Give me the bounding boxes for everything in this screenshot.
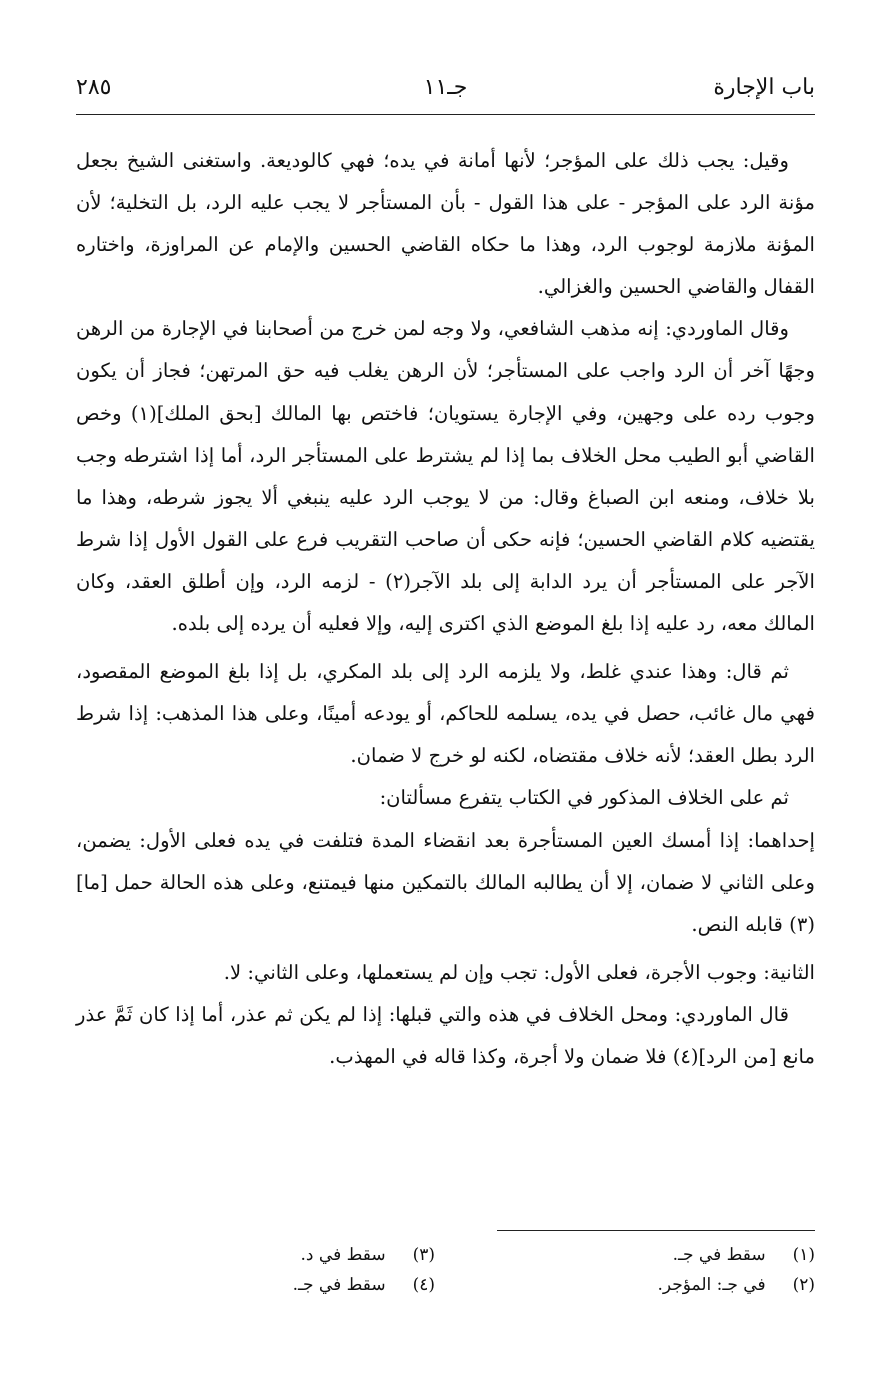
header-divider: [76, 114, 815, 115]
footnote-text: في جـ: المؤجر.: [657, 1275, 766, 1295]
footnote-mark: (٣): [412, 1245, 435, 1265]
paragraph: ثم على الخلاف المذكور في الكتاب يتفرع مسألتان:: [379, 786, 789, 810]
footnote-mark: (٢): [792, 1275, 815, 1295]
paragraph: الثانية: وجوب الأجرة، فعلى الأول: تجب وإن لم يستعملها، وعلى الثاني: لا.: [223, 960, 815, 984]
footnote-mark: (١): [792, 1245, 815, 1265]
footnote-text: سقط في د.: [300, 1245, 386, 1265]
page-number: ٢٨٥: [76, 75, 112, 100]
paragraph: وقيل: يجب ذلك على المؤجر؛ لأنها أمانة في يده؛ فهي كالوديعة. واستغنى الشيخ بجعل مؤنة الرد على المؤجر - على هذا القول - بأن المستأجر لا يجب عليه الرد، بل التخلية؛ لأن المؤنة ملازمة لوجوب الرد، وهذا ما حكاه القاضي الحسين والإمام عن المراوزة، واختاره القفال والقاضي الحسين والغزالي.: [76, 149, 815, 299]
running-title: باب الإجارة: [713, 75, 815, 100]
footnote-divider: [497, 1230, 815, 1231]
main-text: [76, 140, 815, 1078]
footnote-item: [95, 1240, 435, 1270]
footnote-item: [475, 1240, 815, 1270]
footnote-text: سقط في جـ.: [672, 1245, 766, 1265]
footnote-column-left: [95, 1240, 435, 1300]
paragraph: ثم قال: وهذا عندي غلط، ولا يلزمه الرد إلى بلد المكري، بل إذا بلغ الموضع المقصود، فهي مال غائب، حصل في يده، يسلمه للحاكم، أو يودعه أمينًا، وعلى هذا المذهب: إذا شرط الرد بطل العقد؛ لأنه خلاف مقتضاه، لكنه لو خرج لا ضمان.: [76, 660, 815, 768]
paragraph: قال الماوردي: ومحل الخلاف في هذه والتي قبلها: إذا لم يكن ثم عذر، أما إذا كان ثَمَّ عذر مانع [من الرد](٤) فلا ضمان ولا أجرة، وكذا قاله في المهذب.: [76, 1002, 815, 1068]
volume-number: جـ١١: [423, 75, 468, 100]
page-header: [76, 72, 815, 112]
paragraph: وقال الماوردي: إنه مذهب الشافعي، ولا وجه لمن خرج من أصحابنا في الإجارة من الرهن وجهًا آخر أن الرد واجب على المستأجر؛ لأن الرهن يغلب فيه حق المرتهن؛ فجاز أن يكون وجوب رده على وجهين، وفي الإجارة يستويان؛ فاختص بها المالك [بحق الملك](١) وخص القاضي أبو الطيب محل الخلاف بما إذا لم يشترط على المستأجر الرد، أما إذا اشترطه وجب بلا خلاف، ومنعه ابن الصباغ وقال: من لا يوجب الرد عليه ينبغي ألا يجوز شرطه، وهذا ما يقتضيه كلام القاضي الحسين؛ فإنه حكى أن صاحب التقريب فرع على القول الأول إذا شرط الآجر على المستأجر أن يرد الدابة إلى بلد الآجر(٢) - لزمه الرد، وإن أطلق العقد، وكان المالك معه، رد عليه إذا بلغ الموضع الذي اكترى إليه، وإلا فعليه أن يرده إلى بلده.: [76, 317, 815, 636]
footnote-item: [475, 1270, 815, 1300]
footnote-item: [95, 1270, 435, 1300]
footnote-text: سقط في جـ.: [292, 1275, 386, 1295]
paragraph: إحداهما: إذا أمسك العين المستأجرة بعد انقضاء المدة فتلفت في يده فعلى الأول: يضمن، وعلى الثاني لا ضمان، إلا أن يطالبه المالك بالتمكين منها فيمتنع، وعلى هذه الحالة حمل [ما](٣) قابله النص.: [76, 828, 815, 936]
footnote-column-right: [475, 1240, 815, 1300]
footnote-mark: (٤): [412, 1275, 435, 1295]
